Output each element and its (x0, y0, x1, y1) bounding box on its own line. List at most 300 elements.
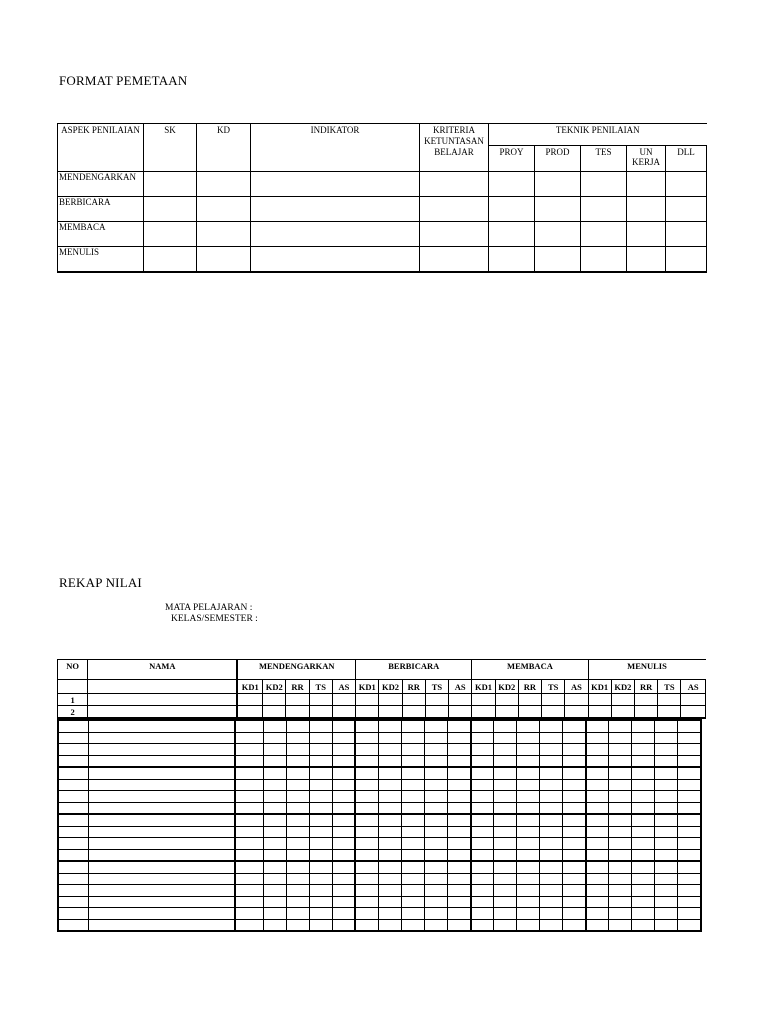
grid-cell (58, 755, 88, 767)
grid-cell (471, 767, 494, 779)
grid-cell (632, 802, 655, 814)
grid-cell (678, 720, 701, 732)
grid-cell (58, 838, 88, 850)
grid-cell (609, 744, 632, 756)
grid-cell (448, 755, 471, 767)
grid-cell (586, 896, 609, 908)
grid-cell (471, 720, 494, 732)
grid-cell (88, 873, 235, 885)
grid-cell (58, 908, 88, 920)
format-pemetaan-table (57, 123, 707, 273)
grid-row (58, 720, 701, 732)
grid-cell (540, 779, 563, 791)
grid-cell (586, 755, 609, 767)
sub-rr: RR (286, 680, 309, 694)
grid-cell (471, 779, 494, 791)
grid-cell (471, 791, 494, 803)
kelas-semester-label: KELAS/SEMESTER : (171, 614, 258, 624)
grid-cell (58, 873, 88, 885)
grid-cell (88, 720, 235, 732)
grid-cell (540, 755, 563, 767)
grid-cell (494, 849, 517, 861)
grid-cell (540, 744, 563, 756)
header-un-kerja: UN KERJA (627, 146, 666, 172)
grid-cell (678, 919, 701, 931)
grid-cell (378, 873, 401, 885)
header-kd: KD (197, 124, 251, 172)
grid-cell (494, 908, 517, 920)
grid-cell (309, 838, 332, 850)
grid-cell (471, 755, 494, 767)
grid-cell (609, 802, 632, 814)
grid-cell (655, 849, 678, 861)
grid-cell (88, 744, 235, 756)
grid-cell (309, 720, 332, 732)
grid-cell (517, 814, 540, 826)
grid-cell (655, 838, 678, 850)
grid-cell (425, 849, 448, 861)
grid-cell (355, 908, 378, 920)
grid-cell (678, 896, 701, 908)
grid-cell (448, 861, 471, 873)
grid-cell (286, 791, 309, 803)
grid-cell (378, 826, 401, 838)
grid-cell (286, 919, 309, 931)
grid-cell (609, 908, 632, 920)
grid-cell (88, 838, 235, 850)
grid-cell (448, 896, 471, 908)
grid-cell (448, 779, 471, 791)
grid-cell (563, 802, 586, 814)
grid-cell (425, 791, 448, 803)
sub-as: AS (449, 680, 472, 694)
grid-cell (88, 908, 235, 920)
header-group-membaca: MEMBACA (472, 660, 588, 680)
grid-cell (517, 873, 540, 885)
grid-cell (88, 732, 235, 744)
sub-kd2: KD2 (263, 680, 286, 694)
grid-cell (655, 802, 678, 814)
grid-cell (563, 873, 586, 885)
grid-cell (632, 919, 655, 931)
grid-cell (471, 838, 494, 850)
sub-kd2: KD2 (495, 680, 518, 694)
grid-cell (235, 896, 263, 908)
grid-cell (563, 826, 586, 838)
grid-cell (332, 814, 355, 826)
grid-cell (309, 744, 332, 756)
grid-cell (401, 896, 424, 908)
grid-cell (563, 908, 586, 920)
grid-cell (448, 873, 471, 885)
grid-cell (655, 919, 678, 931)
grid-cell (609, 732, 632, 744)
grid-cell (401, 814, 424, 826)
grid-cell (58, 885, 88, 897)
grid-cell (517, 802, 540, 814)
grid-cell (425, 802, 448, 814)
grid-cell (378, 732, 401, 744)
grid-cell (401, 861, 424, 873)
grid-row (58, 744, 701, 756)
grid-cell (58, 720, 88, 732)
grid-cell (401, 802, 424, 814)
grid-cell (378, 885, 401, 897)
grid-cell (448, 919, 471, 931)
grid-cell (235, 767, 263, 779)
grid-cell (655, 791, 678, 803)
grid-cell (448, 838, 471, 850)
grid-cell (58, 814, 88, 826)
header-nama: NAMA (88, 660, 238, 680)
grid-cell (517, 896, 540, 908)
grid-cell (632, 826, 655, 838)
grid-cell (401, 849, 424, 861)
grid-cell (678, 802, 701, 814)
grid-cell (263, 779, 286, 791)
grid-cell (563, 732, 586, 744)
header-prod: PROD (535, 146, 581, 172)
grid-cell (286, 720, 309, 732)
grid-cell (332, 861, 355, 873)
grid-cell (401, 873, 424, 885)
grid-cell (609, 919, 632, 931)
grid-cell (517, 838, 540, 850)
grid-cell (517, 755, 540, 767)
sub-kd2: KD2 (611, 680, 634, 694)
grid-cell (632, 755, 655, 767)
grid-cell (563, 838, 586, 850)
grid-cell (309, 849, 332, 861)
grid-cell (263, 885, 286, 897)
grid-cell (678, 779, 701, 791)
grid-cell (235, 779, 263, 791)
grid-cell (263, 791, 286, 803)
sub-kd1: KD1 (588, 680, 611, 694)
header-indikator: INDIKATOR (251, 124, 420, 172)
grid-cell (494, 744, 517, 756)
grid-cell (448, 802, 471, 814)
grid-cell (563, 744, 586, 756)
grid-cell (471, 861, 494, 873)
grid-cell (355, 919, 378, 931)
grid-cell (632, 779, 655, 791)
grid-cell (678, 826, 701, 838)
grid-cell (235, 791, 263, 803)
grid-row (58, 802, 701, 814)
grid-cell (58, 861, 88, 873)
grid-cell (355, 861, 378, 873)
grid-row (58, 849, 701, 861)
grid-cell (309, 814, 332, 826)
row-label-berbicara: BERBICARA (58, 197, 144, 222)
grid-cell (58, 791, 88, 803)
grid-cell (632, 908, 655, 920)
grid-cell (378, 896, 401, 908)
grid-cell (378, 908, 401, 920)
grid-cell (632, 849, 655, 861)
sub-kd1: KD1 (472, 680, 495, 694)
grid-cell (401, 838, 424, 850)
grid-cell (378, 755, 401, 767)
grid-cell (678, 767, 701, 779)
grid-cell (655, 755, 678, 767)
grid-cell (378, 814, 401, 826)
grid-row (58, 873, 701, 885)
grid-cell (609, 873, 632, 885)
grid-cell (678, 849, 701, 861)
grid-cell (448, 720, 471, 732)
grid-cell (494, 814, 517, 826)
rekap-nilai-header-table (57, 659, 706, 719)
grid-cell (88, 755, 235, 767)
grid-cell (632, 767, 655, 779)
grid-cell (678, 861, 701, 873)
grid-cell (235, 814, 263, 826)
grid-cell (286, 744, 309, 756)
grid-cell (517, 732, 540, 744)
grid-cell (88, 885, 235, 897)
grid-cell (448, 814, 471, 826)
grid-cell (425, 908, 448, 920)
rekap-nilai-title: REKAP NILAI (59, 575, 142, 590)
grid-cell (263, 838, 286, 850)
grid-cell (332, 873, 355, 885)
grid-cell (678, 791, 701, 803)
grid-cell (58, 849, 88, 861)
grid-cell (58, 896, 88, 908)
grid-cell (471, 849, 494, 861)
grid-cell (332, 885, 355, 897)
grid-row (58, 732, 701, 744)
grid-cell (309, 767, 332, 779)
grid-cell (58, 744, 88, 756)
grid-cell (540, 814, 563, 826)
grid-cell (471, 732, 494, 744)
grid-cell (263, 802, 286, 814)
grid-cell (332, 802, 355, 814)
grid-cell (471, 814, 494, 826)
grid-cell (286, 802, 309, 814)
grid-cell (263, 720, 286, 732)
grid-cell (263, 849, 286, 861)
grid-cell (632, 873, 655, 885)
sub-as: AS (681, 680, 706, 694)
grid-cell (586, 919, 609, 931)
grid-cell (655, 885, 678, 897)
grid-row (58, 791, 701, 803)
grid-cell (586, 791, 609, 803)
grid-cell (678, 838, 701, 850)
grid-cell (609, 755, 632, 767)
grid-cell (563, 791, 586, 803)
grid-cell (678, 885, 701, 897)
grid-cell (655, 861, 678, 873)
grid-cell (355, 849, 378, 861)
grid-cell (401, 919, 424, 931)
grid-cell (609, 779, 632, 791)
grid-cell (563, 767, 586, 779)
grid-cell (332, 908, 355, 920)
grid-cell (332, 849, 355, 861)
grid-cell (517, 826, 540, 838)
header-no: NO (58, 660, 88, 680)
grid-cell (678, 732, 701, 744)
grid-cell (263, 755, 286, 767)
grid-cell (88, 814, 235, 826)
grid-cell (632, 720, 655, 732)
grid-cell (286, 732, 309, 744)
grid-cell (632, 861, 655, 873)
grid-cell (425, 919, 448, 931)
grid-cell (235, 908, 263, 920)
grid-cell (58, 732, 88, 744)
sub-kd1: KD1 (356, 680, 379, 694)
grid-cell (540, 767, 563, 779)
grid-cell (609, 885, 632, 897)
grid-cell (263, 896, 286, 908)
grid-cell (235, 849, 263, 861)
grid-cell (448, 767, 471, 779)
sub-rr: RR (402, 680, 425, 694)
grid-cell (263, 744, 286, 756)
grid-cell (263, 826, 286, 838)
grid-cell (425, 755, 448, 767)
grid-cell (401, 826, 424, 838)
grid-cell (586, 873, 609, 885)
grid-cell (235, 919, 263, 931)
grid-row (58, 861, 701, 873)
grid-cell (678, 755, 701, 767)
grid-row (58, 896, 701, 908)
grid-cell (378, 767, 401, 779)
grid-cell (448, 826, 471, 838)
sub-ts: TS (425, 680, 448, 694)
grid-cell (235, 802, 263, 814)
grid-cell (540, 908, 563, 920)
sub-ts: TS (542, 680, 565, 694)
grid-cell (88, 896, 235, 908)
grid-cell (655, 873, 678, 885)
grid-cell (235, 838, 263, 850)
grid-cell (517, 779, 540, 791)
grid-cell (678, 744, 701, 756)
grid-cell (263, 919, 286, 931)
grid-cell (235, 885, 263, 897)
grid-cell (355, 826, 378, 838)
grid-cell (678, 873, 701, 885)
grid-cell (540, 826, 563, 838)
grid-cell (632, 885, 655, 897)
grid-cell (655, 814, 678, 826)
grid-cell (378, 802, 401, 814)
sub-ts: TS (658, 680, 681, 694)
grid-cell (332, 767, 355, 779)
grid-cell (235, 861, 263, 873)
grid-cell (88, 919, 235, 931)
grid-cell (563, 755, 586, 767)
grid-cell (378, 838, 401, 850)
grid-cell (494, 732, 517, 744)
grid-cell (609, 720, 632, 732)
grid-cell (563, 849, 586, 861)
grid-cell (401, 732, 424, 744)
grid-cell (494, 896, 517, 908)
grid-cell (540, 720, 563, 732)
grid-cell (563, 919, 586, 931)
grid-cell (494, 826, 517, 838)
grid-cell (58, 802, 88, 814)
grid-cell (609, 838, 632, 850)
grid-cell (286, 779, 309, 791)
grid-row (58, 885, 701, 897)
grid-cell (286, 814, 309, 826)
grid-cell (471, 873, 494, 885)
grid-cell (332, 919, 355, 931)
grid-cell (586, 732, 609, 744)
grid-cell (586, 779, 609, 791)
grid-cell (609, 849, 632, 861)
grid-cell (332, 755, 355, 767)
grid-cell (448, 908, 471, 920)
grid-cell (401, 908, 424, 920)
grid-cell (540, 791, 563, 803)
grid-cell (494, 885, 517, 897)
grid-cell (355, 720, 378, 732)
grid-cell (425, 896, 448, 908)
grid-cell (58, 826, 88, 838)
grid-cell (563, 779, 586, 791)
grid-cell (471, 802, 494, 814)
grid-cell (563, 896, 586, 908)
grid-cell (309, 791, 332, 803)
grid-cell (263, 873, 286, 885)
grid-cell (332, 896, 355, 908)
grid-cell (332, 732, 355, 744)
header-proy: PROY (489, 146, 535, 172)
grid-cell (88, 802, 235, 814)
grid-cell (263, 908, 286, 920)
grid-cell (632, 838, 655, 850)
grid-cell (609, 814, 632, 826)
grid-cell (332, 838, 355, 850)
grid-cell (609, 896, 632, 908)
grid-body (58, 720, 701, 931)
grid-cell (586, 885, 609, 897)
grid-cell (88, 791, 235, 803)
grid-cell (355, 755, 378, 767)
grid-cell (58, 767, 88, 779)
grid-cell (632, 744, 655, 756)
grid-cell (471, 885, 494, 897)
grid-cell (378, 849, 401, 861)
grid-cell (540, 896, 563, 908)
grid-cell (286, 826, 309, 838)
grid-cell (286, 873, 309, 885)
grid-cell (425, 779, 448, 791)
grid-cell (540, 838, 563, 850)
grid-cell (586, 826, 609, 838)
grid-cell (309, 919, 332, 931)
grid-cell (563, 814, 586, 826)
grid-cell (286, 896, 309, 908)
grid-cell (235, 873, 263, 885)
grid-cell (586, 814, 609, 826)
grid-cell (58, 779, 88, 791)
grid-cell (632, 791, 655, 803)
grid-cell (355, 767, 378, 779)
grid-cell (563, 861, 586, 873)
